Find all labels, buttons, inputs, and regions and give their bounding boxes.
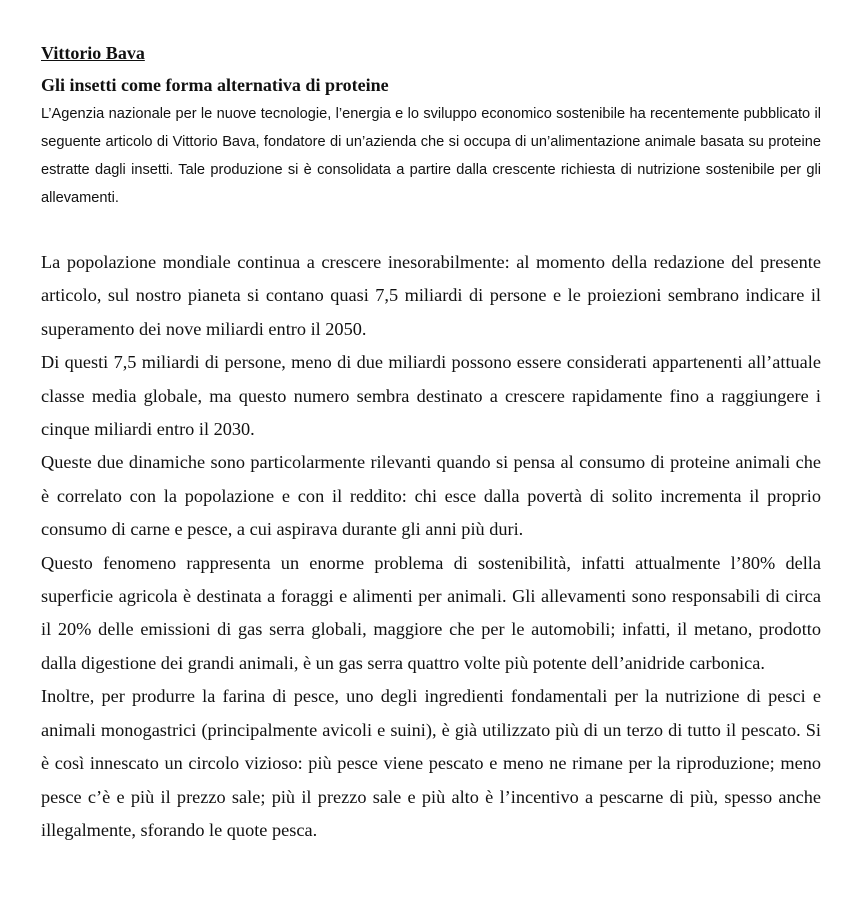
author-name: Vittorio Bava <box>41 43 145 63</box>
intro-paragraph: L’Agenzia nazionale per le nuove tecnologie, l’energia e lo sviluppo economico sostenibile ha recentemente pubblicato il seguente articolo di Vittorio Bava, fondatore di un’azienda che si occupa di un’alimentazione animale basata su proteine estratte dagli insetti. Tale produzione si è consolidata a partire dalla crescente richiesta di nutrizione sostenibile per gli allevamenti. <box>41 106 821 206</box>
body-paragraph: Queste due dinamiche sono particolarmente rilevanti quando si pensa al consumo di proteine animali che è correlato con la popolazione e con il reddito: chi esce dalla povertà di solito incrementa il proprio consumo di carne e pesce, a cui aspirava durante gli anni più duri. <box>41 452 821 540</box>
body-paragraph: La popolazione mondiale continua a crescere inesorabilmente: al momento della redazione del presente articolo, sul nostro pianeta si contano quasi 7,5 miliardi di persone e le proiezioni sembrano indicare il superamento dei nove miliardi entro il 2050. <box>41 252 821 339</box>
document-page <box>41 40 821 847</box>
article-body <box>41 246 821 847</box>
body-paragraph: Di questi 7,5 miliardi di persone, meno di due miliardi possono essere considerati appartenenti all’attuale classe media globale, ma questo numero sembra destinato a crescere rapidamente fino a raggiungere i cinque miliardi entro il 2030. <box>41 352 821 440</box>
body-paragraph: Questo fenomeno rappresenta un enorme problema di sostenibilità, infatti attualmente l’80% della superficie agricola è destinata a foraggi e alimenti per animali. Gli allevamenti sono responsabili di circa il 20% delle emissioni di gas serra globali, maggiore che per le automobili; infatti, il metano, prodotto dalla digestione dei grandi animali, è un gas serra quattro volte più potente dell’anidride carbonica. <box>41 552 821 673</box>
article-title: Gli insetti come forma alternativa di proteine <box>41 75 389 95</box>
body-paragraph: Inoltre, per produrre la farina di pesce, uno degli ingredienti fondamentali per la nutrizione di pesci e animali monogastrici (principalmente avicoli e suini), è già utilizzato più di un terzo di tutto il pescato. Si è così innescato un circolo vizioso: più pesce viene pescato e meno ne rimane per la riproduzione; meno pesce c’è e più il prezzo sale; più il prezzo sale e più alto è l’incentivo a pescarne di più, spesso anche illegalmente, sforando le quote pesca. <box>41 686 821 840</box>
